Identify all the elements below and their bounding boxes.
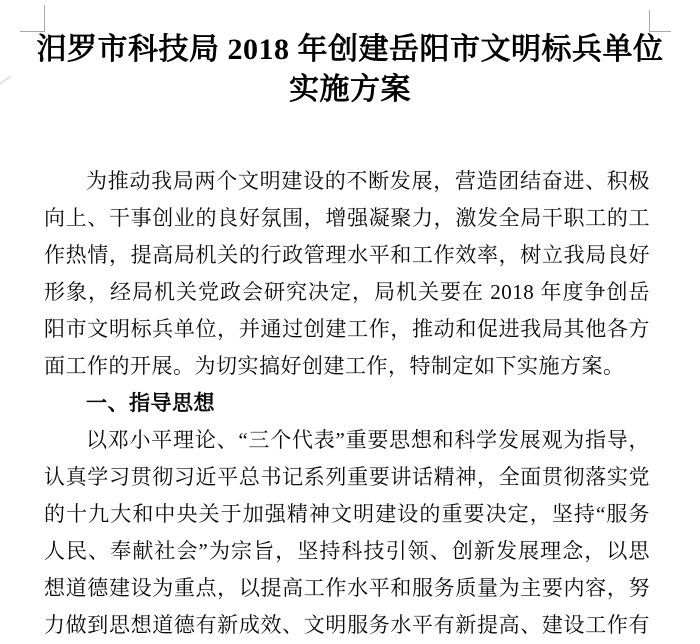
body-line: 面工作的开展。为切实搞好创建工作，特制定如下实施方案。 xyxy=(44,354,625,378)
body-line: 的十九大和中央关于加强精神文明建设的重要决定，坚持“服务 xyxy=(44,502,650,526)
section-heading: 一、指导思想 xyxy=(86,391,215,415)
body-line: 阳市文明标兵单位，并通过创建工作，推动和促进我局其他各方 xyxy=(44,317,650,341)
document-body xyxy=(44,163,650,644)
body-line: 形象，经局机关党政会研究决定，局机关要在 2018 年度争创岳 xyxy=(44,280,650,304)
body-line: 以邓小平理论、“三个代表”重要思想和科学发展观为指导， xyxy=(86,428,650,452)
body-line: 向上、干事创业的良好氛围，增强凝聚力，激发全局干职工的工 xyxy=(44,206,650,230)
text-boundary-corner-top-left-icon xyxy=(20,5,45,32)
document-title xyxy=(0,30,700,110)
document-title-line-2: 实施方案 xyxy=(289,73,411,106)
text-boundary-corner-top-right-icon xyxy=(649,10,671,32)
body-line: 力做到思想道德有新成效、文明服务水平有新提高、建设工作有 xyxy=(44,613,650,637)
body-line: 作热情，提高局机关的行政管理水平和工作效率，树立我局良好 xyxy=(44,243,650,267)
body-line: 为推动我局两个文明建设的不断发展，营造团结奋进、积极 xyxy=(86,169,650,193)
body-line: 认真学习贯彻习近平总书记系列重要讲话精神，全面贯彻落实党 xyxy=(44,465,650,489)
body-line: 人民、奉献社会”为宗旨，坚持科技引领、创新发展理念，以思 xyxy=(44,539,650,563)
document-title-line-1: 汨罗市科技局 2018 年创建岳阳市文明标兵单位 xyxy=(36,33,664,66)
body-line: 想道德建设为重点，以提高工作水平和服务质量为主要内容，努 xyxy=(44,576,650,600)
